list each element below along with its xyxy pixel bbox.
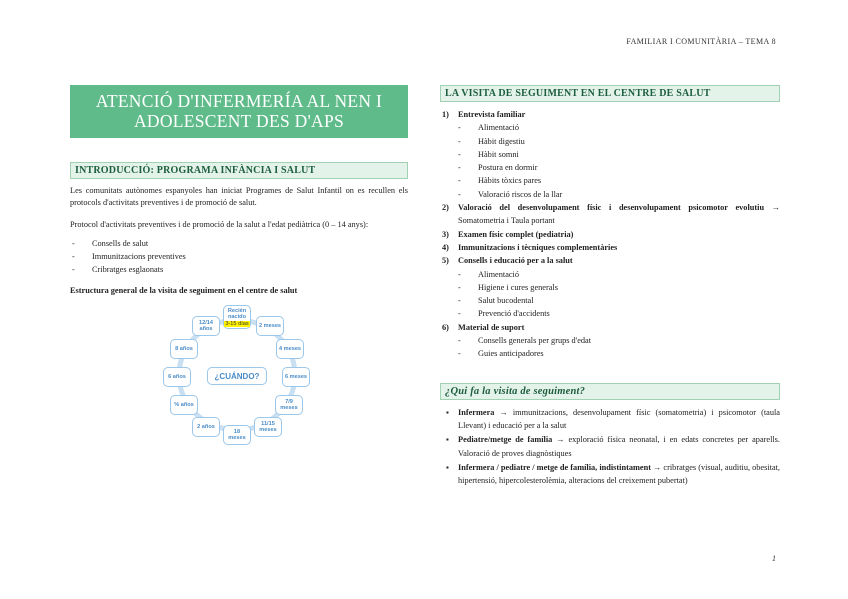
list-item xyxy=(440,433,780,460)
node-label: 6 años xyxy=(168,374,186,380)
item-title: Valoració del desenvolupament físic i desenvolupament psicomotor evolutiu xyxy=(458,203,765,213)
list-item xyxy=(440,228,780,241)
list-item: - Cribratges esglaonats xyxy=(70,263,408,276)
running-header: FAMILIAR I COMUNITÀRIA – TEMA 8 xyxy=(626,37,776,46)
item-number: 6) xyxy=(442,322,449,332)
node-label: 7/9 xyxy=(285,399,293,405)
right-column xyxy=(440,85,780,488)
intro-heading: INTRODUCCIÓ: PROGRAMA INFÀNCIA I SALUT xyxy=(70,162,408,179)
sub-item: - Alimentació xyxy=(458,121,780,134)
who-list xyxy=(440,406,780,488)
sub-item: - Valoració riscos de la llar xyxy=(458,188,780,201)
cycle-node-12-14-years xyxy=(192,316,220,336)
cycle-node-2-years xyxy=(192,417,220,437)
sub-list xyxy=(458,268,780,321)
role-name: Infermera / pediatre / metge de família, indistintament xyxy=(458,462,651,472)
cycle-node-4-months xyxy=(276,339,304,359)
node-label: años xyxy=(199,326,213,332)
node-label: meses xyxy=(280,405,298,411)
role-tasks: → exploració física neonatal, i en edats concretes per aparells. Valoració de proves diagnòstiques xyxy=(458,435,780,458)
item-number: 3) xyxy=(442,229,449,239)
cycle-node-8-years xyxy=(170,339,198,359)
node-label: 11/15 xyxy=(261,421,275,427)
who-heading: ¿Qui fa la visita de seguiment? xyxy=(440,383,780,400)
left-column xyxy=(70,85,408,455)
node-highlight: 3-15 días xyxy=(225,320,249,327)
node-label: 8 años xyxy=(175,346,193,352)
cycle-center-label: ¿CUÁNDO? xyxy=(207,367,267,385)
list-item: - Consells de salut xyxy=(70,237,408,250)
list-item xyxy=(440,241,780,254)
node-label: nacido xyxy=(227,313,247,320)
node-label: 12/14 xyxy=(199,320,213,326)
visit-steps-list xyxy=(440,108,780,361)
sub-item: - Hàbit somni xyxy=(458,148,780,161)
node-label: meses xyxy=(259,427,277,433)
sub-item: - Guies anticipadores xyxy=(458,347,780,360)
sub-item: - Higiene i cures generals xyxy=(458,281,780,294)
node-label: 2 meses xyxy=(258,323,282,329)
item-title: Consells i educació per a la salut xyxy=(458,256,573,266)
sub-list xyxy=(458,121,780,201)
node-label: meses xyxy=(228,435,246,441)
node-label: 2 años xyxy=(197,424,215,430)
visit-schedule-diagram xyxy=(160,305,330,455)
item-number: 4) xyxy=(442,242,449,252)
role-tasks: → cribratges (visual, auditiu, obesitat, hipertensió, hipercolesterolèmia, alteracions del creixement pubertat) xyxy=(458,462,781,486)
cycle-node-7-9-months xyxy=(275,395,303,415)
visit-heading: LA VISITA DE SEGUIMENT EN EL CENTRE DE SALUT xyxy=(440,85,780,102)
sub-item: - Consells generals per grups d'edat xyxy=(458,334,780,347)
sub-item: - Hàbits tòxics pares xyxy=(458,174,780,187)
role-tasks: → immunitzacions, desenvolupament físic (somatometria) i psicomotor (taula Llevant) i educació per a la salut xyxy=(458,407,780,430)
list-item xyxy=(440,201,780,228)
node-label: 18 xyxy=(233,429,241,435)
node-label: Recién xyxy=(227,307,247,314)
list-item: - Immunitzacions preventives xyxy=(70,250,408,263)
diagram-heading: Estructura general de la visita de seguiment en el centre de salut xyxy=(70,286,298,295)
item-title: Examen físic complet (pediatria) xyxy=(458,229,574,239)
list-item xyxy=(440,254,780,320)
cycle-node-6-years xyxy=(163,367,191,387)
sub-item: - Alimentació xyxy=(458,268,780,281)
cycle-node-4-years xyxy=(170,395,198,415)
item-detail: → Somatometria i Taula portant xyxy=(458,203,780,226)
list-item xyxy=(440,108,780,201)
node-label: 6 meses xyxy=(284,374,308,380)
intro-paragraph-2: Protocol d'activitats preventives i de promoció de la salut a l'edat pediàtrica (0 – 14 anys): xyxy=(70,220,369,229)
sub-item: - Hàbit digestiu xyxy=(458,135,780,148)
list-item xyxy=(440,461,780,488)
item-number: 1) xyxy=(442,110,449,119)
cycle-node-newborn xyxy=(223,305,251,329)
sub-list xyxy=(458,334,780,361)
item-title: Entrevista familiar xyxy=(458,110,526,119)
item-number: 2) xyxy=(442,203,449,213)
intro-paragraph-1: Les comunitats autònomes espanyoles han iniciat Programes de Salut Infantil on es recullen els protocols d'activitats preventives i de promoció de salut. xyxy=(70,186,408,207)
item-title: Material de suport xyxy=(458,322,525,332)
cycle-node-6-months xyxy=(282,367,310,387)
item-number: 5) xyxy=(442,256,449,266)
sub-item: - Prevenció d'accidents xyxy=(458,307,780,320)
role-name: Pediatre/metge de família xyxy=(458,435,553,445)
prevention-list xyxy=(70,237,408,276)
node-label: 4 meses xyxy=(278,346,302,352)
sub-item: - Postura en dormir xyxy=(458,161,780,174)
list-item xyxy=(440,321,780,361)
cycle-node-18-months xyxy=(223,425,251,445)
role-name: Infermera xyxy=(458,407,495,417)
page-title: ATENCIÓ D'INFERMERÍA AL NEN I ADOLESCENT DES D'APS xyxy=(70,85,408,138)
cycle-node-11-15-months xyxy=(254,417,282,437)
cycle-node-2-months xyxy=(256,316,284,336)
page-number: 1 xyxy=(772,554,776,563)
sub-item: - Salut bucodental xyxy=(458,294,780,307)
node-label: % años xyxy=(174,402,194,408)
item-title: Immunitzacions i tècniques complementàries xyxy=(458,242,618,252)
list-item xyxy=(440,406,780,433)
